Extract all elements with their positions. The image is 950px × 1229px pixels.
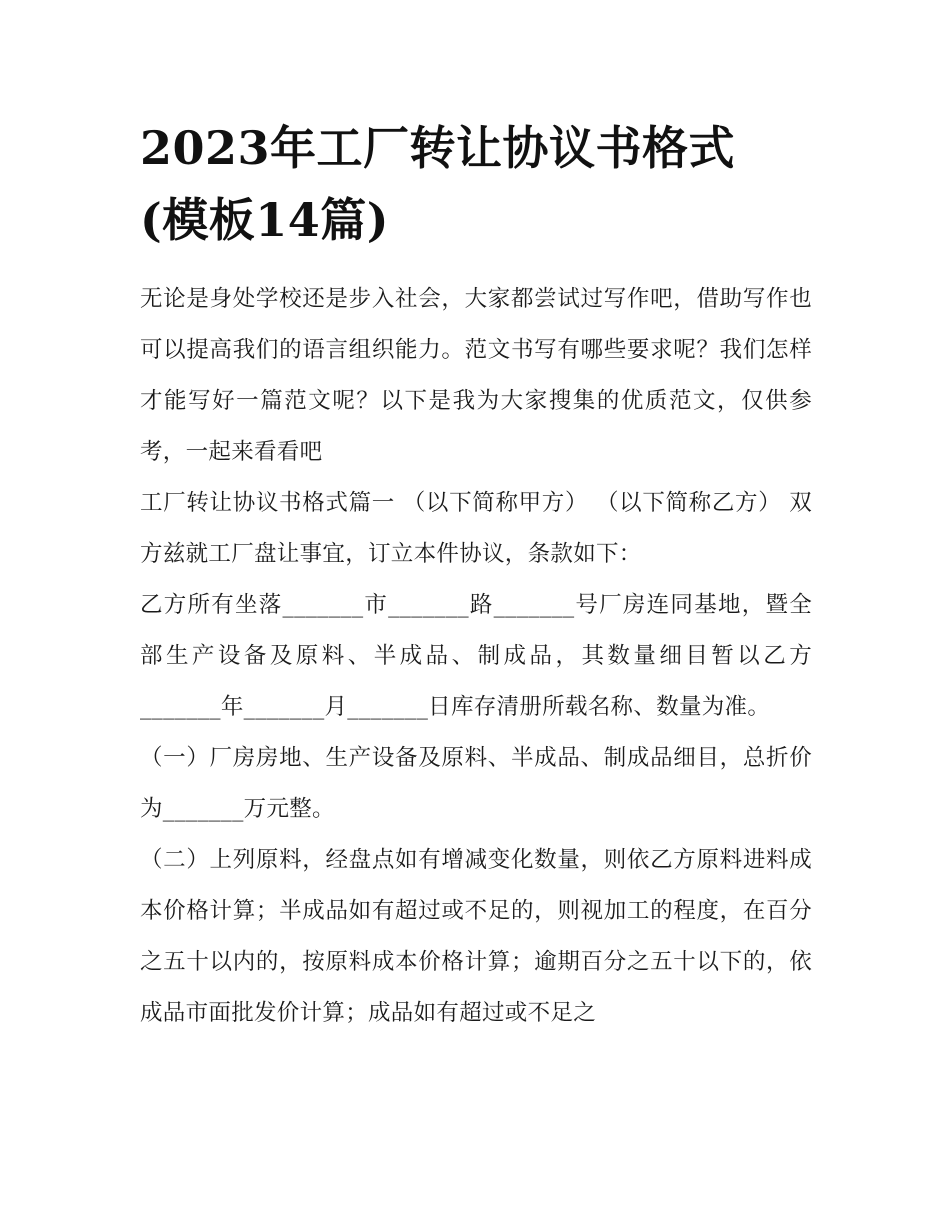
document-body: [140, 112, 812, 1039]
property-location-paragraph: 乙方所有坐落_______市_______路_______号厂房连同基地，暨全部生产设备及原料、半成品、制成品，其数量细目暂以乙方_______年_______月_______日库存清册所载名称、数量为准。: [140, 592, 812, 720]
clause-2-paragraph: （二）上列原料，经盘点如有增减变化数量，则依乙方原料进料成本价格计算；半成品如有超过或不足的，则视加工的程度，在百分之五十以内的，按原料成本价格计算；逾期百分之五十以下的，依成品市面批发价计算；成品如有超过或不足之: [140, 847, 812, 1026]
document-title: [140, 112, 812, 256]
clause-1-paragraph: （一）厂房房地、生产设备及原料、半成品、制成品细目，总折价为_______万元整。: [140, 745, 812, 822]
title-line-2: (模板14篇): [140, 193, 390, 247]
intro-paragraph: 无论是身处学校还是步入社会，大家都尝试过写作吧，借助写作也可以提高我们的语言组织能力。范文书写有哪些要求呢？我们怎样才能写好一篇范文呢？以下是我为大家搜集的优质范文，仅供参考，一起来看看吧: [140, 286, 812, 465]
agreement-preamble-paragraph: 工厂转让协议书格式篇一 （以下简称甲方） （以下简称乙方） 双方兹就工厂盘让事宜，订立本件协议，条款如下：: [140, 490, 812, 567]
title-line-1: 2023年工厂转让协议书格式: [140, 121, 736, 175]
